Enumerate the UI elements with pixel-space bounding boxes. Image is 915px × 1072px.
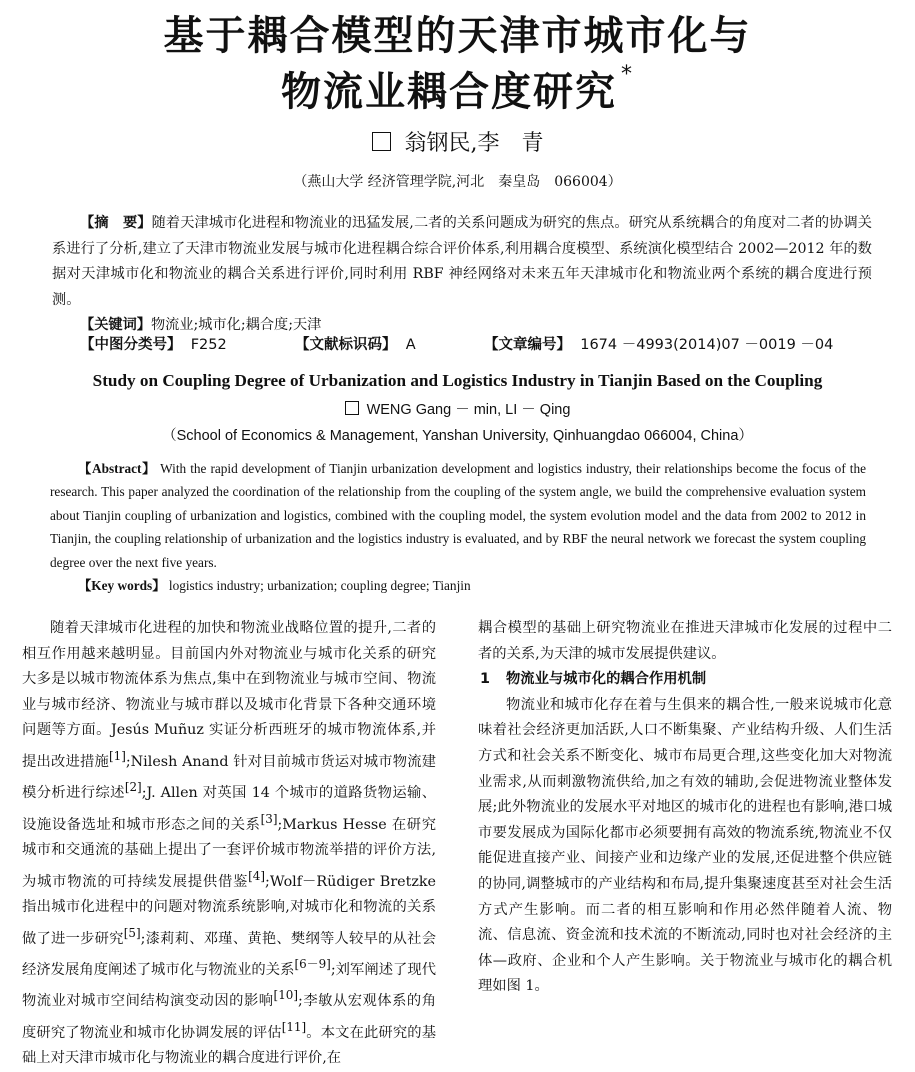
body-left-column (22, 616, 436, 1072)
ref-6-9: [6－9] (294, 956, 331, 971)
articleno-label: 【文章编号】 (484, 337, 571, 353)
keywords-en-paragraph (50, 574, 866, 597)
intro-text-b: ;Nilesh Anand 针对目前城市货运对城市物流建模分析进行综述 (22, 753, 436, 802)
clc-value: F252 (190, 337, 227, 353)
author-box-en-icon (345, 401, 359, 415)
authors-cn-text: 翁钢民,李 青 (404, 131, 544, 156)
intro-text-i: 。本文在此研究的基础上对天津市城市化与物流业的耦合度进行评价,在 (22, 1024, 437, 1067)
abstract-cn (52, 211, 872, 339)
ref-4: [4] (248, 868, 266, 883)
ref-1: [1] (108, 748, 126, 763)
doccode-label: 【文献标识码】 (295, 337, 397, 353)
title-en: Study on Coupling Degree of Urbanization and Logistics Industry in Tianjin Based on the Coupling (92, 371, 823, 390)
authors-cn (0, 126, 915, 157)
intro-text-c: ;J. Allen 对英国 14 个城市的道路货物运输、设施设备选址和城市形态之间的关系 (22, 785, 437, 833)
keywords-en-text: logistics industry; urbanization; coupling degree; Tianjin (168, 578, 471, 594)
clc-item (80, 333, 227, 354)
author-box-icon (372, 132, 391, 151)
affiliation-en: （School of Economics & Management, Yanshan University, Qinhuangdao 066004, China） (162, 428, 753, 444)
title-cn-line2 (0, 60, 915, 117)
title-cn-line1: 基于耦合模型的天津市城市化与 (163, 13, 752, 59)
ref-5: [5] (123, 925, 141, 940)
ref-11: [11] (281, 1019, 307, 1034)
section-heading (478, 667, 892, 693)
intro-text-e: ;Wolf－Rüdiger Bretzke 指出城市化进程中的问题对物流系统影响,对城市化和物流的关系做了进一步研究 (22, 873, 437, 947)
title-note-mark: * (621, 61, 634, 87)
section-title: 物流业与城市化的耦合作用机制 (506, 671, 707, 688)
intro-text-f: ;漆莉莉、邓瑾、黄艳、樊纲等人较早的从社会经济发展角度阐述了城市化与物流业的关系 (22, 930, 436, 978)
ref-2: [2] (124, 780, 142, 795)
ref-10: [10] (273, 988, 298, 1003)
keywords-en-label: 【Key words】 (78, 578, 166, 594)
abstract-en-text: With the rapid development of Tianjin urbanization development and logistics industry, their relationships become the focus of the research. This paper analyzed the coordination of the relationship from the coupling of the system angle, we build the comprehensive evaluation system about Tianjin coupling of urbanization and logistics, combined with the coupling model, the system evolution model and the data from 2002 to 2012 in Tianjin, the coupling relationship of urbanization and the logistics industry is evaluated, and by RBF the neural network we forecast the system coupling degree over the next five years. (50, 461, 867, 570)
abstract-cn-paragraph (52, 211, 872, 313)
ref-3: [3] (260, 811, 278, 826)
intro-text-g: ;刘军阐述了现代物流业对城市空间结构演变动因的影响 (22, 961, 437, 1010)
abstract-en-paragraph (50, 457, 866, 574)
articleno-item (484, 333, 833, 354)
abstract-cn-label: 【摘 要】 (80, 215, 152, 231)
articleno-value: 1674 －4993(2014)07 －0019 －04 (580, 337, 834, 353)
intro-text-h: ;李敏从宏观体系的角度研究了物流业和城市化协调发展的评估 (22, 993, 436, 1041)
intro-text-d: ;Markus Hesse 在研究城市和交通流的基础上提出了一套评价城市物流举措的评价方法,为城市物流的可持续发展提供借鉴 (22, 816, 436, 890)
doccode-item (295, 333, 416, 354)
abstract-cn-text: 随着天津城市化进程和物流业的迅猛发展,二者的关系问题成为研究的焦点。研究从系统耦合的角度对二者的协调关系进行了分析,建立了天津市物流业发展与城市化进程耦合综合评价体系,利用耦合度模型、系统演化模型结合 2002—2012 年的数据对天津城市化和物流业的耦合关系进行评价,同时利用 RBF 神经网络对未来五年天津城市化和物流业两个系统的耦合度进行预测。 (52, 215, 872, 308)
affiliation-cn: （燕山大学 经济管理学院,河北 秦皇岛 066004） (293, 174, 622, 190)
intro-paragraph (22, 616, 436, 1072)
abstract-en (50, 457, 866, 597)
title-cn-line2-text: 物流业耦合度研究 (281, 69, 617, 115)
abstract-en-label: 【Abstract】 (78, 461, 157, 476)
section-number: 1 (480, 671, 490, 688)
clc-label: 【中图分类号】 (80, 337, 182, 353)
authors-en-text: WENG Gang － min, LI － Qing (366, 402, 571, 418)
section-paragraph: 物流业和城市化存在着与生俱来的耦合性,一般来说城市化意味着社会经济更加活跃,人口不断集聚、产业结构升级、人们生活方式和社会关系不断变化、城市布局更合理,这些变化加大对物流业需求,从而刺激物流供给,加之有效的辅助,会促进物流业整体发展;此外物流业的发展水平对地区的城市化的进程也有影响,港口城市要发展成为国际化都市必须要拥有高效的物流系统,物流业不仅能促进直接产业、间接产业和边缘产业的发展,还促进整个供应链的协同,调整城市的产业结构和布局,提升集聚速度甚至对社会生活方式产生影响。而二者的相互影响和作用必然伴随着人流、物流、信息流、资金流和技术流的不断流动,同时也对社会经济的主体—政府、企业和个人产生影响。关于物流业与城市化的耦合机理如图 1。 (478, 696, 892, 995)
intro-continuation: 耦合模型的基础上研究物流业在推进天津城市化发展的过程中二者的关系,为天津的城市发展提供建议。 (478, 620, 892, 662)
authors-en (0, 398, 915, 419)
intro-text-a: 随着天津城市化进程的加快和物流业战略位置的提升,二者的相互作用越来越明显。目前国内外对物流业与城市化关系的研究大多是以城市物流体系为焦点,集中在到物流业与城市空间、物流业与城市经济、物流业与城市群以及城市化背景下各种交通环境问题等方面。Jesús Muñuz 实证分析西班牙的城市物流体系,并提出改进措施 (22, 620, 436, 770)
keywords-cn-text: 物流业;城市化;耦合度;天津 (150, 317, 322, 333)
keywords-cn-label: 【关键词】 (80, 317, 151, 333)
body-right-column (478, 616, 892, 1000)
doccode-value: A (405, 337, 416, 353)
